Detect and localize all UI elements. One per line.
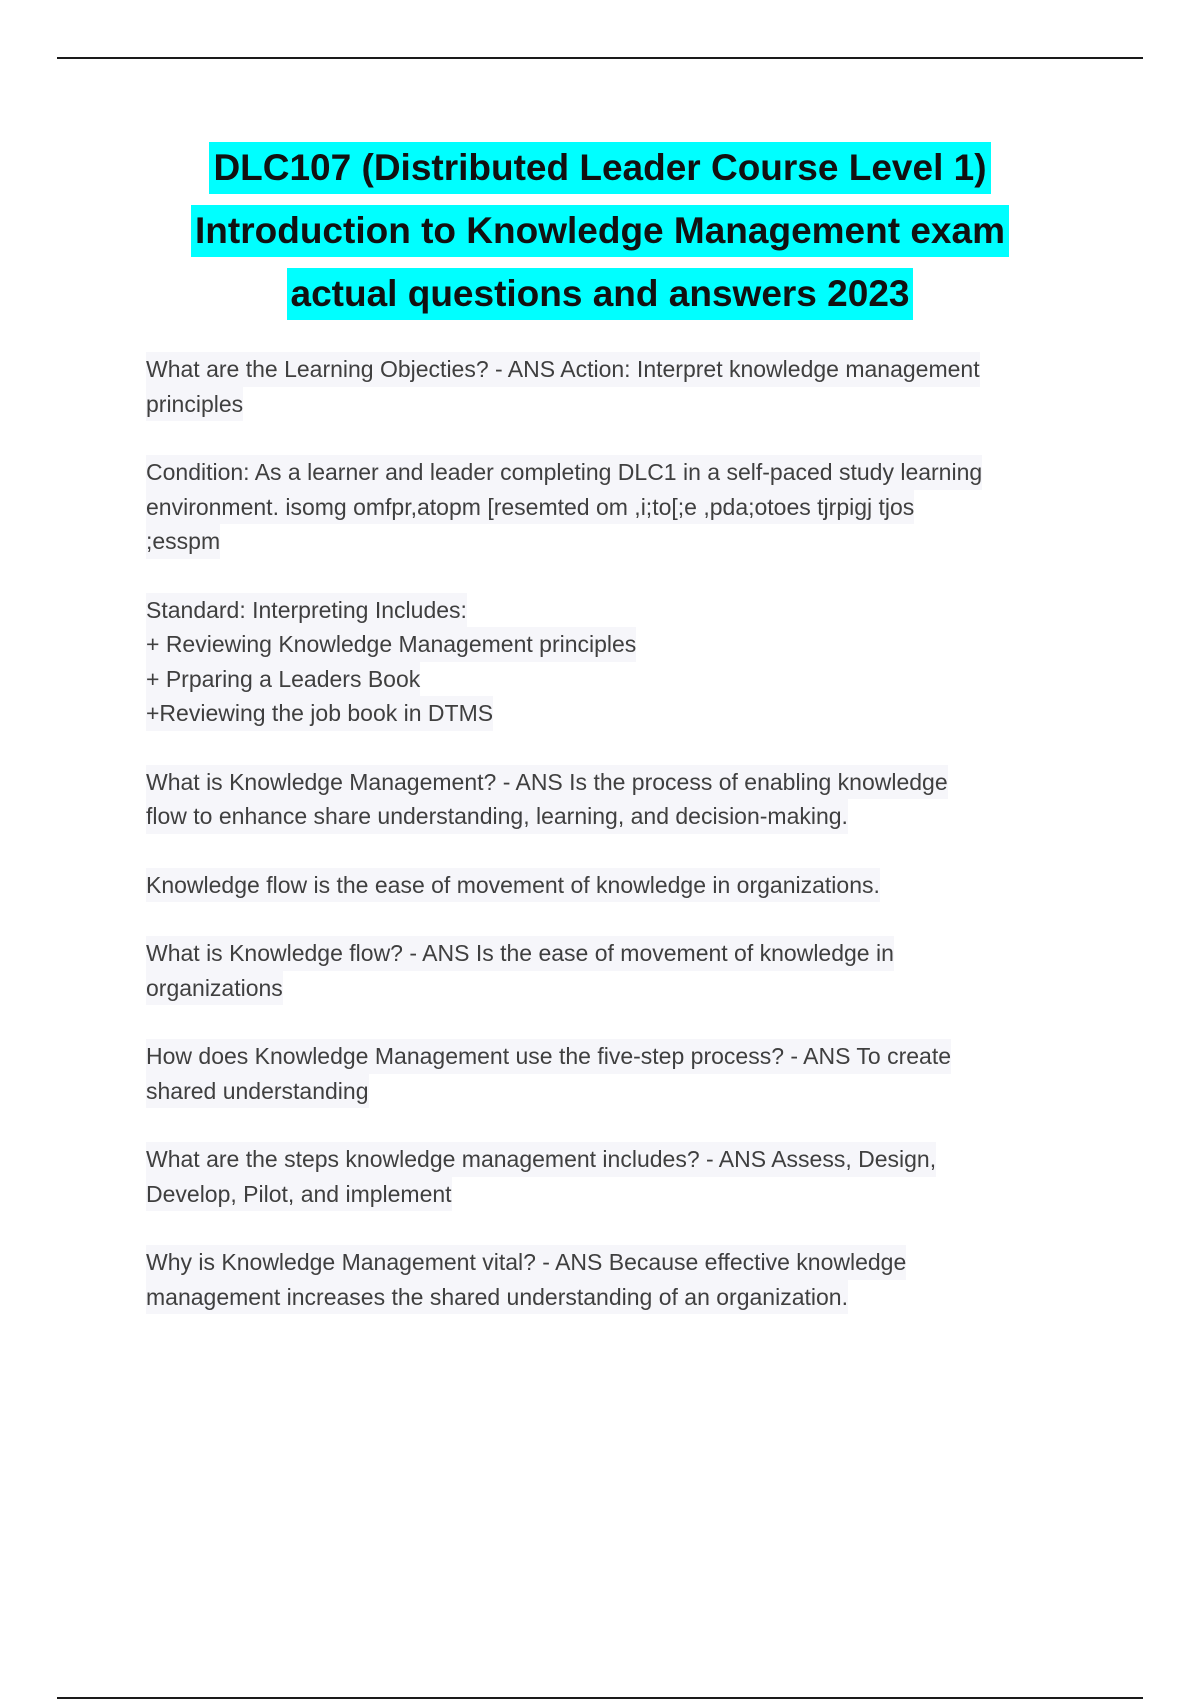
text-line: What is Knowledge Management? - ANS Is the process of enabling knowledge bbox=[146, 765, 948, 800]
qa-content bbox=[146, 352, 1096, 1348]
text-line: Why is Knowledge Management vital? - ANS Because effective knowledge bbox=[146, 1245, 906, 1280]
qa-paragraph-what-is-km bbox=[146, 765, 1096, 834]
text-line: Condition: As a learner and leader completing DLC1 in a self-paced study learning bbox=[146, 455, 982, 490]
title-line-2: Introduction to Knowledge Management exam bbox=[191, 205, 1009, 257]
text-line: management increases the shared understanding of an organization. bbox=[146, 1280, 848, 1315]
qa-paragraph-what-is-knowledge-flow bbox=[146, 936, 1096, 1005]
qa-paragraph-km-vital bbox=[146, 1245, 1096, 1314]
text-line: What are the steps knowledge management includes? - ANS Assess, Design, bbox=[146, 1142, 936, 1177]
text-line: organizations bbox=[146, 971, 283, 1006]
text-line: principles bbox=[146, 387, 243, 422]
title-line-1: DLC107 (Distributed Leader Course Level 1) bbox=[209, 142, 990, 194]
text-line: + Reviewing Knowledge Management principles bbox=[146, 627, 636, 662]
text-line: What is Knowledge flow? - ANS Is the ease of movement of knowledge in bbox=[146, 936, 894, 971]
text-line: shared understanding bbox=[146, 1074, 369, 1109]
document-title bbox=[0, 142, 1200, 331]
text-line: Develop, Pilot, and implement bbox=[146, 1177, 452, 1212]
text-line: flow to enhance share understanding, learning, and decision-making. bbox=[146, 799, 848, 834]
bottom-rule bbox=[57, 1697, 1143, 1699]
text-line: environment. isomg omfpr,atopm [resemted om ,i;to[;e ,pda;otoes tjrpigj tjos bbox=[146, 490, 914, 525]
qa-paragraph-km-steps bbox=[146, 1142, 1096, 1211]
qa-paragraph-learning-objectives bbox=[146, 352, 1096, 421]
text-line: What are the Learning Objecties? - ANS Action: Interpret knowledge management bbox=[146, 352, 980, 387]
title-line-3: actual questions and answers 2023 bbox=[287, 268, 914, 320]
qa-paragraph-standard bbox=[146, 593, 1096, 731]
text-line: How does Knowledge Management use the five-step process? - ANS To create bbox=[146, 1039, 951, 1074]
text-line: +Reviewing the job book in DTMS bbox=[146, 696, 493, 731]
text-line: + Prparing a Leaders Book bbox=[146, 662, 420, 697]
text-line: Knowledge flow is the ease of movement of knowledge in organizations. bbox=[146, 868, 880, 903]
qa-paragraph-knowledge-flow-statement bbox=[146, 868, 1096, 903]
qa-paragraph-five-step-process bbox=[146, 1039, 1096, 1108]
text-line: Standard: Interpreting Includes: bbox=[146, 593, 467, 628]
qa-paragraph-condition bbox=[146, 455, 1096, 559]
top-rule bbox=[57, 57, 1143, 59]
text-line: ;esspm bbox=[146, 524, 220, 559]
